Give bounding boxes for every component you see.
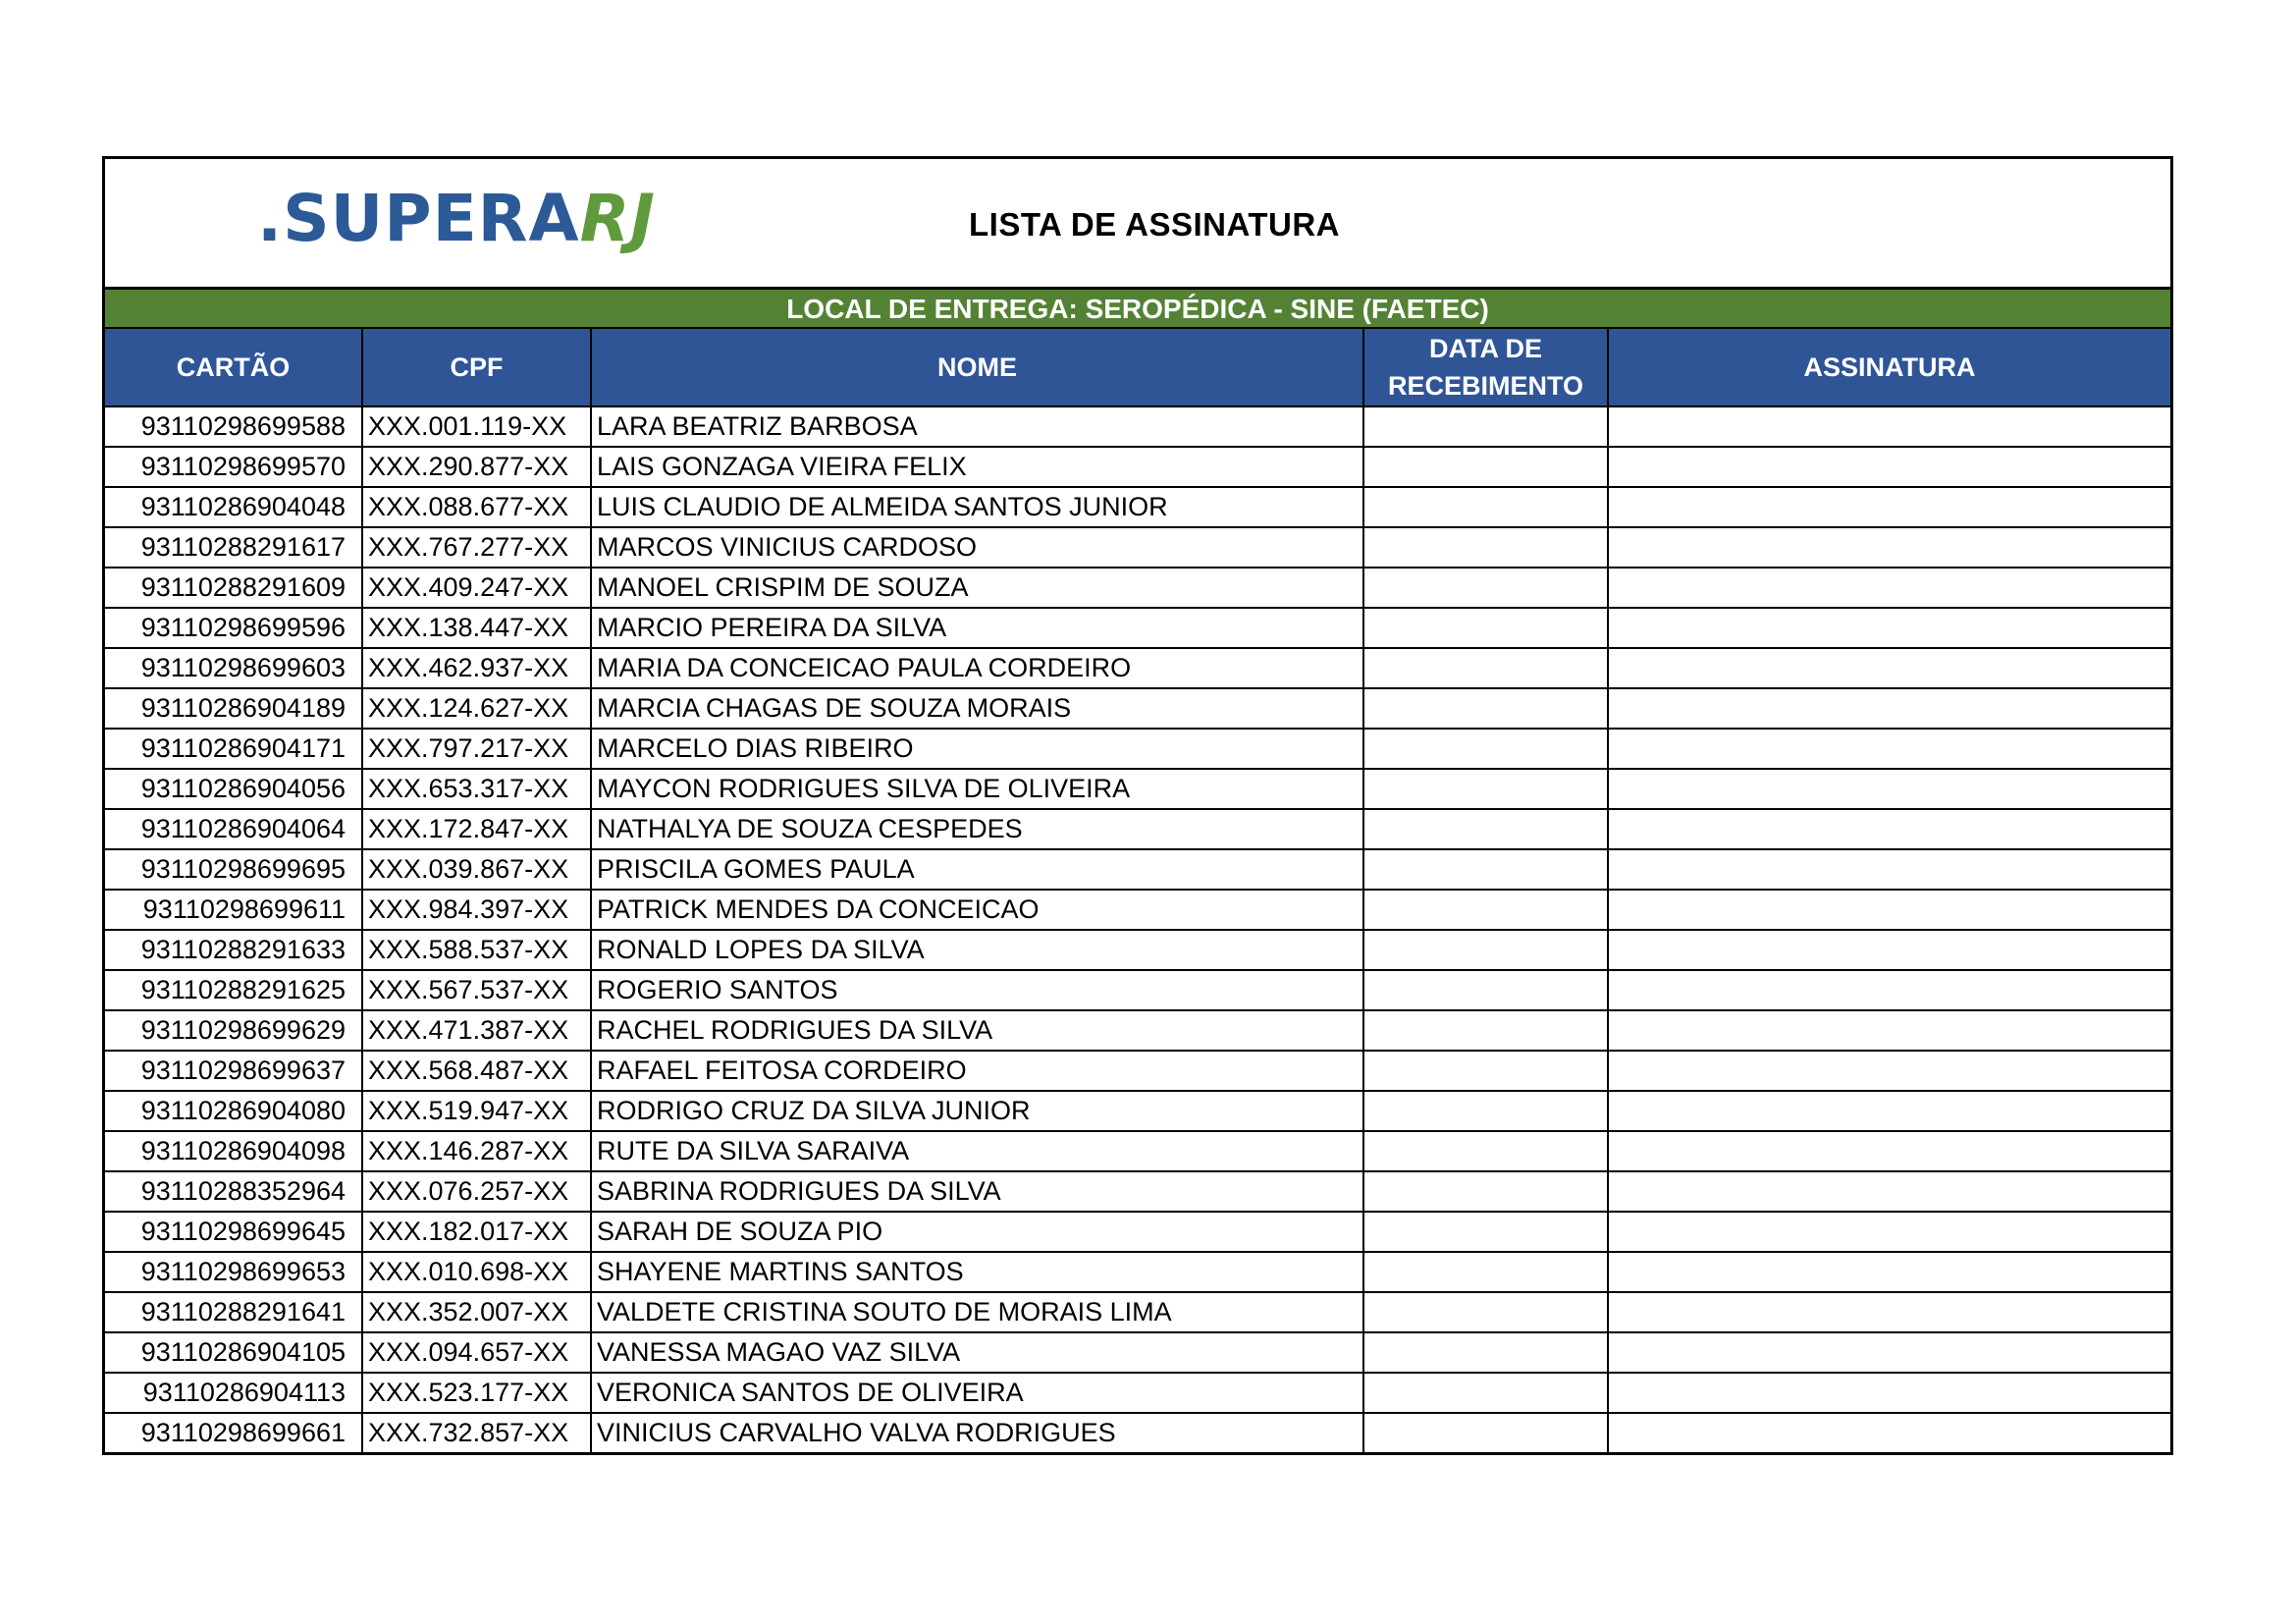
receipt-date-cell <box>1363 1010 1608 1051</box>
card-number-cell: 93110288291641 <box>105 1292 362 1332</box>
delivery-location-bar: LOCAL DE ENTREGA: SEROPÉDICA - SINE (FAETEC) <box>105 290 2170 329</box>
signature-cell <box>1608 487 2170 527</box>
receipt-date-cell <box>1363 568 1608 608</box>
table-row <box>105 930 2170 970</box>
document-title: LISTA DE ASSINATURA <box>969 206 1340 243</box>
signature-cell <box>1608 1332 2170 1373</box>
card-number-cell: 93110286904105 <box>105 1332 362 1373</box>
cpf-cell: XXX.568.487-XX <box>362 1051 591 1091</box>
cpf-cell: XXX.567.537-XX <box>362 970 591 1010</box>
signature-cell <box>1608 1413 2170 1452</box>
signature-cell <box>1608 1292 2170 1332</box>
card-number-cell: 93110298699588 <box>105 406 362 447</box>
cpf-cell: XXX.039.867-XX <box>362 849 591 890</box>
name-cell: MARCOS VINICIUS CARDOSO <box>591 527 1363 568</box>
cpf-cell: XXX.588.537-XX <box>362 930 591 970</box>
name-cell: VINICIUS CARVALHO VALVA RODRIGUES <box>591 1413 1363 1452</box>
card-number-cell: 93110288291625 <box>105 970 362 1010</box>
signature-cell <box>1608 809 2170 849</box>
signature-sheet <box>102 156 2173 1455</box>
cpf-cell: XXX.984.397-XX <box>362 890 591 930</box>
table-row <box>105 447 2170 487</box>
signature-cell <box>1608 930 2170 970</box>
card-number-cell: 93110286904048 <box>105 487 362 527</box>
signature-cell <box>1608 890 2170 930</box>
receipt-date-cell <box>1363 447 1608 487</box>
cpf-cell: XXX.182.017-XX <box>362 1212 591 1252</box>
name-cell: MANOEL CRISPIM DE SOUZA <box>591 568 1363 608</box>
card-number-cell: 93110298699653 <box>105 1252 362 1292</box>
card-number-cell: 93110298699570 <box>105 447 362 487</box>
table-row <box>105 568 2170 608</box>
table-row <box>105 1171 2170 1212</box>
table-row <box>105 527 2170 568</box>
cpf-cell: XXX.094.657-XX <box>362 1332 591 1373</box>
logo-accent-text: RJ <box>579 181 656 256</box>
table-row <box>105 1131 2170 1171</box>
cpf-cell: XXX.010.698-XX <box>362 1252 591 1292</box>
receipt-date-cell <box>1363 729 1608 769</box>
cpf-cell: XXX.138.447-XX <box>362 608 591 648</box>
column-header-receipt-date <box>1363 329 1608 406</box>
receipt-date-cell <box>1363 1091 1608 1131</box>
signature-cell <box>1608 447 2170 487</box>
signature-cell <box>1608 527 2170 568</box>
table-row <box>105 1091 2170 1131</box>
card-number-cell: 93110298699661 <box>105 1413 362 1452</box>
card-number-cell: 93110286904189 <box>105 688 362 729</box>
card-number-cell: 93110286904113 <box>105 1373 362 1413</box>
card-number-cell: 93110298699629 <box>105 1010 362 1051</box>
signature-cell <box>1608 648 2170 688</box>
cpf-cell: XXX.088.677-XX <box>362 487 591 527</box>
receipt-date-line1: DATA DE <box>1429 334 1542 363</box>
table-row <box>105 970 2170 1010</box>
column-header-card: CARTÃO <box>105 329 362 406</box>
sheet-header <box>105 159 2170 290</box>
card-number-cell: 93110298699637 <box>105 1051 362 1091</box>
signature-cell <box>1608 688 2170 729</box>
table-row <box>105 1332 2170 1373</box>
name-cell: SABRINA RODRIGUES DA SILVA <box>591 1171 1363 1212</box>
name-cell: RUTE DA SILVA SARAIVA <box>591 1131 1363 1171</box>
name-cell: VANESSA MAGAO VAZ SILVA <box>591 1332 1363 1373</box>
name-cell: MAYCON RODRIGUES SILVA DE OLIVEIRA <box>591 769 1363 809</box>
cpf-cell: XXX.797.217-XX <box>362 729 591 769</box>
table-row <box>105 1051 2170 1091</box>
signature-cell <box>1608 1252 2170 1292</box>
receipt-date-cell <box>1363 1373 1608 1413</box>
card-number-cell: 93110286904098 <box>105 1131 362 1171</box>
table-row <box>105 729 2170 769</box>
cpf-cell: XXX.409.247-XX <box>362 568 591 608</box>
cpf-cell: XXX.001.119-XX <box>362 406 591 447</box>
receipt-date-line2: RECEBIMENTO <box>1387 371 1584 401</box>
card-number-cell: 93110288291633 <box>105 930 362 970</box>
cpf-cell: XXX.172.847-XX <box>362 809 591 849</box>
signature-cell <box>1608 1010 2170 1051</box>
card-number-cell: 93110288291617 <box>105 527 362 568</box>
receipt-date-cell <box>1363 809 1608 849</box>
name-cell: MARIA DA CONCEICAO PAULA CORDEIRO <box>591 648 1363 688</box>
card-number-cell: 93110286904171 <box>105 729 362 769</box>
receipt-date-cell <box>1363 930 1608 970</box>
name-cell: SARAH DE SOUZA PIO <box>591 1212 1363 1252</box>
name-cell: MARCIO PEREIRA DA SILVA <box>591 608 1363 648</box>
table-row <box>105 1212 2170 1252</box>
signature-cell <box>1608 406 2170 447</box>
cpf-cell: XXX.653.317-XX <box>362 769 591 809</box>
card-number-cell: 93110286904056 <box>105 769 362 809</box>
card-number-cell: 93110298699611 <box>105 890 362 930</box>
signature-cell <box>1608 1131 2170 1171</box>
receipt-date-cell <box>1363 688 1608 729</box>
name-cell: ROGERIO SANTOS <box>591 970 1363 1010</box>
receipt-date-cell <box>1363 1212 1608 1252</box>
table-row <box>105 648 2170 688</box>
table-row <box>105 688 2170 729</box>
card-number-cell: 93110298699645 <box>105 1212 362 1252</box>
table-header-row <box>105 329 2170 406</box>
name-cell: PRISCILA GOMES PAULA <box>591 849 1363 890</box>
table-row <box>105 1413 2170 1452</box>
table-row <box>105 890 2170 930</box>
card-number-cell: 93110288352964 <box>105 1171 362 1212</box>
name-cell: VALDETE CRISTINA SOUTO DE MORAIS LIMA <box>591 1292 1363 1332</box>
receipt-date-cell <box>1363 1413 1608 1452</box>
column-header-signature: ASSINATURA <box>1608 329 2170 406</box>
receipt-date-cell <box>1363 849 1608 890</box>
signature-cell <box>1608 568 2170 608</box>
cpf-cell: XXX.076.257-XX <box>362 1171 591 1212</box>
table-row <box>105 809 2170 849</box>
card-number-cell: 93110288291609 <box>105 568 362 608</box>
cpf-cell: XXX.146.287-XX <box>362 1131 591 1171</box>
receipt-date-cell <box>1363 527 1608 568</box>
receipt-date-cell <box>1363 487 1608 527</box>
table-body <box>105 406 2170 1452</box>
signature-cell <box>1608 1373 2170 1413</box>
name-cell: LARA BEATRIZ BARBOSA <box>591 406 1363 447</box>
name-cell: VERONICA SANTOS DE OLIVEIRA <box>591 1373 1363 1413</box>
name-cell: PATRICK MENDES DA CONCEICAO <box>591 890 1363 930</box>
cpf-cell: XXX.290.877-XX <box>362 447 591 487</box>
signature-cell <box>1608 1051 2170 1091</box>
card-number-cell: 93110286904064 <box>105 809 362 849</box>
table-row <box>105 608 2170 648</box>
supera-rj-logo <box>257 181 656 256</box>
receipt-date-cell <box>1363 1332 1608 1373</box>
table-row <box>105 1373 2170 1413</box>
receipt-date-cell <box>1363 1252 1608 1292</box>
column-header-cpf: CPF <box>362 329 591 406</box>
receipt-date-cell <box>1363 970 1608 1010</box>
name-cell: RACHEL RODRIGUES DA SILVA <box>591 1010 1363 1051</box>
name-cell: LUIS CLAUDIO DE ALMEIDA SANTOS JUNIOR <box>591 487 1363 527</box>
cpf-cell: XXX.523.177-XX <box>362 1373 591 1413</box>
signature-cell <box>1608 1212 2170 1252</box>
name-cell: MARCELO DIAS RIBEIRO <box>591 729 1363 769</box>
name-cell: SHAYENE MARTINS SANTOS <box>591 1252 1363 1292</box>
signature-cell <box>1608 849 2170 890</box>
receipt-date-cell <box>1363 608 1608 648</box>
card-number-cell: 93110286904080 <box>105 1091 362 1131</box>
table-row <box>105 849 2170 890</box>
table-row <box>105 487 2170 527</box>
table-row <box>105 1292 2170 1332</box>
cpf-cell: XXX.767.277-XX <box>362 527 591 568</box>
cpf-cell: XXX.462.937-XX <box>362 648 591 688</box>
signature-cell <box>1608 608 2170 648</box>
cpf-cell: XXX.732.857-XX <box>362 1413 591 1452</box>
name-cell: RAFAEL FEITOSA CORDEIRO <box>591 1051 1363 1091</box>
table-row <box>105 769 2170 809</box>
signature-cell <box>1608 970 2170 1010</box>
receipt-date-cell <box>1363 1292 1608 1332</box>
table-row <box>105 1010 2170 1051</box>
cpf-cell: XXX.519.947-XX <box>362 1091 591 1131</box>
signature-cell <box>1608 769 2170 809</box>
receipt-date-cell <box>1363 769 1608 809</box>
card-number-cell: 93110298699695 <box>105 849 362 890</box>
signature-cell <box>1608 729 2170 769</box>
name-cell: LAIS GONZAGA VIEIRA FELIX <box>591 447 1363 487</box>
receipt-date-cell <box>1363 406 1608 447</box>
cpf-cell: XXX.471.387-XX <box>362 1010 591 1051</box>
name-cell: MARCIA CHAGAS DE SOUZA MORAIS <box>591 688 1363 729</box>
table-row <box>105 406 2170 447</box>
name-cell: RONALD LOPES DA SILVA <box>591 930 1363 970</box>
card-number-cell: 93110298699596 <box>105 608 362 648</box>
receipt-date-cell <box>1363 648 1608 688</box>
receipt-date-cell <box>1363 1051 1608 1091</box>
cpf-cell: XXX.124.627-XX <box>362 688 591 729</box>
column-header-name: NOME <box>591 329 1363 406</box>
name-cell: RODRIGO CRUZ DA SILVA JUNIOR <box>591 1091 1363 1131</box>
signature-table <box>105 329 2170 1452</box>
signature-cell <box>1608 1091 2170 1131</box>
table-row <box>105 1252 2170 1292</box>
logo-main-text: .SUPERA <box>257 181 580 256</box>
cpf-cell: XXX.352.007-XX <box>362 1292 591 1332</box>
receipt-date-cell <box>1363 1131 1608 1171</box>
signature-cell <box>1608 1171 2170 1212</box>
receipt-date-cell <box>1363 1171 1608 1212</box>
card-number-cell: 93110298699603 <box>105 648 362 688</box>
receipt-date-cell <box>1363 890 1608 930</box>
name-cell: NATHALYA DE SOUZA CESPEDES <box>591 809 1363 849</box>
